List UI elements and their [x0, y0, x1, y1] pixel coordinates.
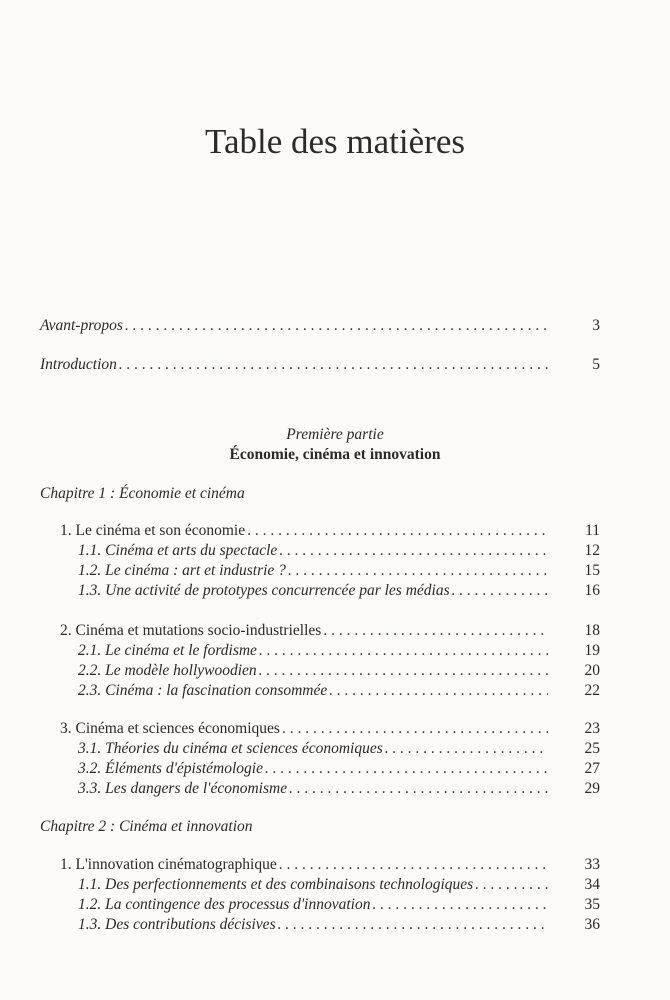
toc-entry [78, 661, 600, 681]
toc-entry-label: 3.1. Théories du cinéma et sciences économiques [78, 740, 383, 757]
leader-dots [265, 759, 548, 779]
toc-entry-label: 1.3. Une activité de prototypes concurrencée par les médias [78, 582, 450, 599]
toc-entry-label: 3.2. Éléments d'épistémologie [78, 760, 263, 777]
toc-entry-label: 1.2. Le cinéma : art et industrie ? [78, 562, 286, 579]
toc-entry-label: 1.3. Des contributions décisives [78, 916, 276, 933]
toc-entry-page: 25 [584, 740, 600, 757]
toc-entry-label: 2. Cinéma et mutations socio-industrielles [60, 622, 322, 639]
toc-entry-page: 27 [584, 760, 600, 777]
toc-entry-label: 1.2. La contingence des processus d'innovation [78, 896, 371, 913]
leader-dots [289, 779, 548, 799]
toc-entry-page: 11 [585, 522, 600, 539]
toc-entry [78, 681, 600, 701]
toc-entry [78, 915, 600, 935]
toc-entry [78, 581, 600, 601]
leader-dots [247, 521, 548, 541]
leader-dots [279, 855, 548, 875]
toc-entry-page: 15 [584, 562, 600, 579]
toc-entry [60, 855, 600, 875]
toc-entry-page: 3 [592, 317, 600, 334]
chapter-title: Chapitre 2 : Cinéma et innovation [40, 818, 253, 835]
leader-dots [259, 641, 548, 661]
toc-entry-label: 2.3. Cinéma : la fascination consommée [78, 682, 328, 699]
toc-entry-page: 22 [584, 682, 600, 699]
leader-dots [282, 719, 548, 739]
toc-entry [78, 779, 600, 799]
leader-dots [278, 915, 548, 935]
toc-entry-page: 18 [584, 622, 600, 639]
toc-entry [78, 895, 600, 915]
toc-entry-page: 35 [584, 896, 600, 913]
part-label: Première partie [286, 426, 384, 443]
toc-entry-page: 16 [584, 582, 600, 599]
toc-entry-introduction [40, 355, 600, 375]
toc-entry-label: Avant-propos [40, 317, 123, 334]
toc-entry [78, 759, 600, 779]
leader-dots [259, 661, 548, 681]
leader-dots [119, 355, 548, 375]
toc-entry-page: 5 [592, 356, 600, 373]
leader-dots [475, 875, 548, 895]
chapter-title: Chapitre 1 : Économie et cinéma [40, 485, 245, 502]
leader-dots [372, 895, 548, 915]
toc-entry [60, 719, 600, 739]
toc-entry-label: 3.3. Les dangers de l'économisme [78, 780, 288, 797]
toc-entry-avant-propos [40, 316, 600, 336]
toc-entry-label: 1. L'innovation cinématographique [60, 856, 277, 873]
toc-entry-label: 1.1. Des perfectionnements et des combinaisons technologiques [78, 876, 474, 893]
toc-entry-page: 19 [584, 642, 600, 659]
toc-entry [78, 641, 600, 661]
toc-entry [60, 521, 600, 541]
toc-entry-page: 36 [584, 916, 600, 933]
toc-entry-page: 23 [584, 720, 600, 737]
toc-entry-page: 33 [584, 856, 600, 873]
toc-entry-page: 12 [584, 542, 600, 559]
leader-dots [452, 581, 548, 601]
leader-dots [125, 316, 548, 336]
leader-dots [288, 561, 548, 581]
toc-entry [78, 541, 600, 561]
part-title: Économie, cinéma et innovation [229, 446, 441, 463]
toc-entry-label: 2.1. Le cinéma et le fordisme [78, 642, 257, 659]
toc-entry-page: 29 [584, 780, 600, 797]
page-title: Table des matières [205, 122, 465, 161]
toc-entry-page: 34 [584, 876, 600, 893]
toc-entry [78, 875, 600, 895]
toc-entry-label: 1. Le cinéma et son économie [60, 522, 246, 539]
toc-entry-label: 1.1. Cinéma et arts du spectacle [78, 542, 278, 559]
toc-entry-label: Introduction [40, 356, 117, 373]
leader-dots [279, 541, 548, 561]
toc-entry-label: 3. Cinéma et sciences économiques [60, 720, 280, 737]
toc-entry-label: 2.2. Le modèle hollywoodien [78, 662, 257, 679]
leader-dots [385, 739, 548, 759]
leader-dots [323, 621, 548, 641]
toc-entry [60, 621, 600, 641]
toc-entry-page: 20 [584, 662, 600, 679]
leader-dots [329, 681, 548, 701]
toc-entry [78, 739, 600, 759]
toc-entry [78, 561, 600, 581]
